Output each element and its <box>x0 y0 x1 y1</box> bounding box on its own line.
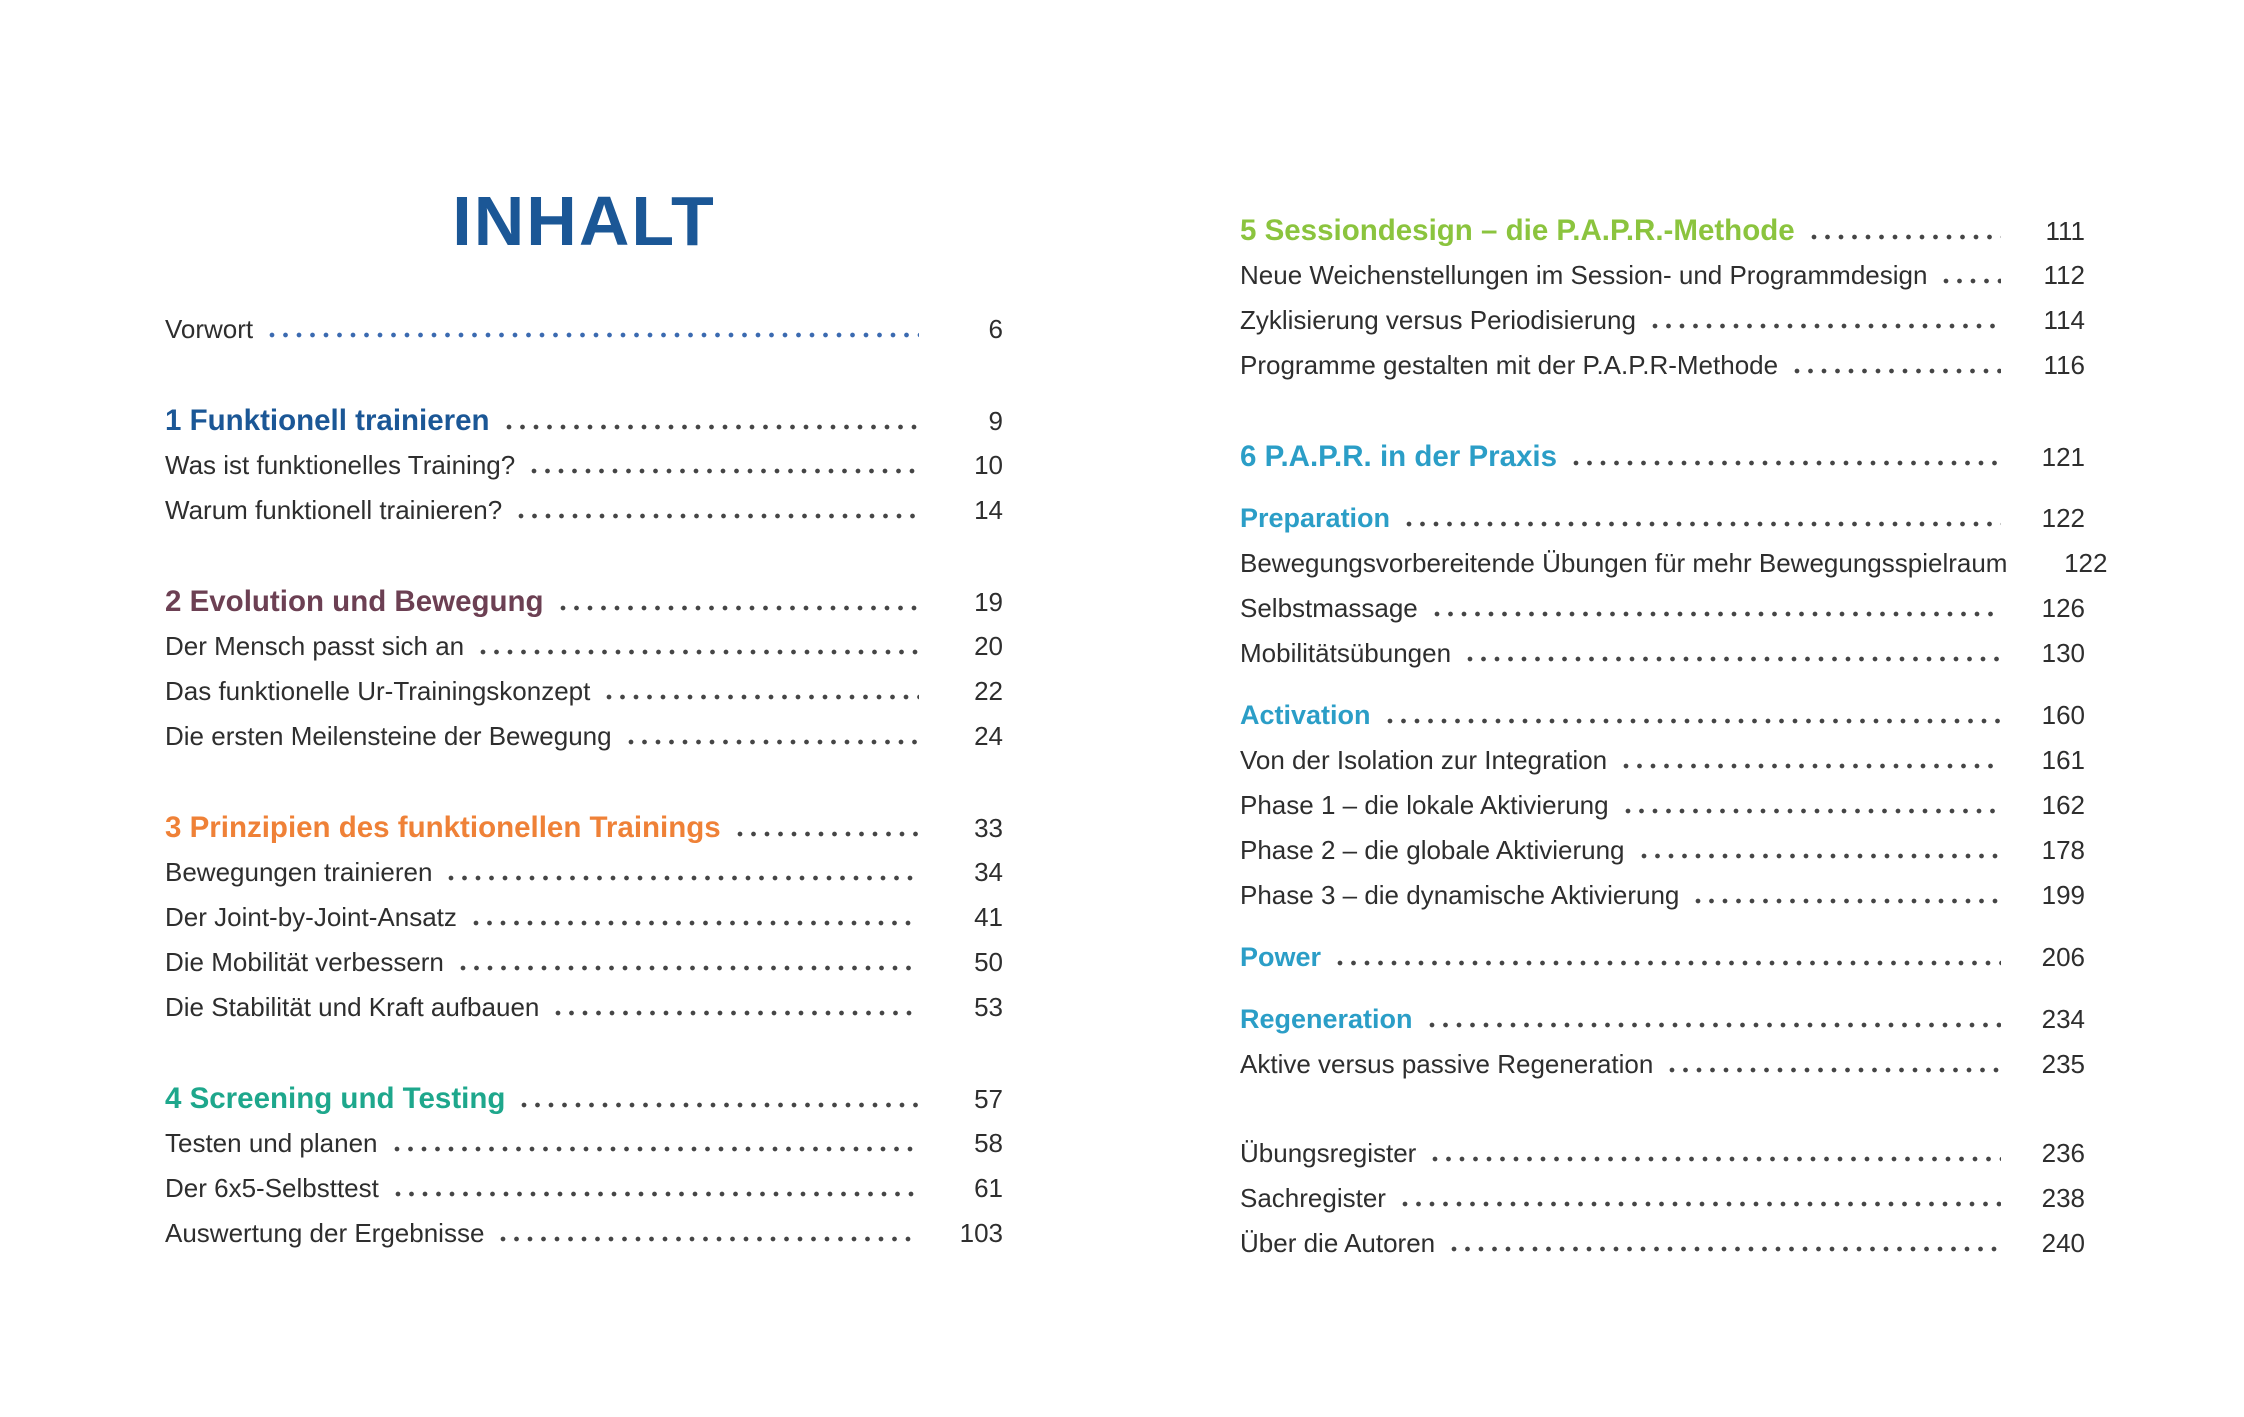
toc-entry <box>1240 586 2085 631</box>
toc-page-number: 58 <box>974 1128 1003 1158</box>
dot-leader <box>269 332 919 338</box>
toc-page-number: 206 <box>2041 942 2085 972</box>
toc-page-number: 57 <box>974 1084 1003 1114</box>
dot-leader <box>1623 763 2001 769</box>
toc-right-rows <box>1240 208 2108 1266</box>
subsection-heading-activation <box>1240 693 2085 738</box>
toc-page-number: 240 <box>2041 1228 2085 1258</box>
toc-page-number: 10 <box>974 450 1003 480</box>
section-heading-label: 3 Prinzipien des funktionellen Trainings <box>165 811 721 844</box>
toc-page-number: 33 <box>974 813 1003 843</box>
toc-entry-label: Warum funktionell trainieren? <box>165 495 503 525</box>
back-matter-entry <box>1240 1131 2085 1176</box>
subsection-heading-label: Regeneration <box>1240 1004 1413 1034</box>
toc-page-number: 160 <box>2041 700 2085 730</box>
toc-page-number: 41 <box>974 902 1003 932</box>
dot-leader <box>1625 808 2001 814</box>
dot-leader <box>555 1010 919 1016</box>
section-heading-label: 1 Funktionell trainieren <box>165 404 490 437</box>
section-heading-label: 5 Sessiondesign – die P.A.P.R.-Methode <box>1240 214 1795 247</box>
toc-entry <box>1240 783 2085 828</box>
toc-entry-label: Mobilitätsübungen <box>1240 638 1452 668</box>
toc-entry <box>165 985 1003 1030</box>
toc-page-number: 111 <box>2045 216 2085 246</box>
dot-leader <box>1811 234 2001 240</box>
toc-entry-vorwort <box>165 307 1003 352</box>
toc-page-number: 114 <box>2043 305 2085 335</box>
toc-entry-label: Sachregister <box>1240 1183 1386 1213</box>
dot-leader <box>560 605 919 611</box>
toc-entry <box>165 1121 1003 1166</box>
toc-entry-label: Von der Isolation zur Integration <box>1240 745 1608 775</box>
toc-left-rows <box>165 307 1003 1256</box>
toc-entry <box>1240 298 2085 343</box>
toc-page-number: 61 <box>974 1173 1003 1203</box>
dot-leader <box>1641 853 2002 859</box>
dot-leader <box>473 920 919 926</box>
toc-entry-label: Die ersten Meilensteine der Bewegung <box>165 721 612 751</box>
dot-leader <box>460 965 919 971</box>
section-heading-1 <box>165 398 1003 443</box>
dot-leader <box>1943 278 2001 284</box>
toc-page-number: 130 <box>2041 638 2085 668</box>
toc-entry-label: Phase 3 – die dynamische Aktivierung <box>1240 880 1680 910</box>
toc-page-number: 234 <box>2041 1004 2085 1034</box>
toc-page-number: 235 <box>2041 1049 2085 1079</box>
dot-leader <box>518 513 919 519</box>
toc-page-number: 238 <box>2041 1183 2085 1213</box>
toc-entry <box>1240 873 2085 918</box>
toc-entry-label: Das funktionelle Ur-Trainingskonzept <box>165 676 591 706</box>
toc-page-number: 178 <box>2041 835 2085 865</box>
toc-entry-label: Der 6x5-Selbsttest <box>165 1173 379 1203</box>
toc-entry <box>165 940 1003 985</box>
toc-entry <box>1240 828 2085 873</box>
toc-right-column <box>1240 0 2108 1266</box>
dot-leader <box>1429 1022 2001 1028</box>
toc-entry-label: Bewegungen trainieren <box>165 857 433 887</box>
toc-entry-label: Die Mobilität verbessern <box>165 947 444 977</box>
dot-leader <box>1794 368 2001 374</box>
section-heading-label: 4 Screening und Testing <box>165 1082 506 1115</box>
back-matter-entry <box>1240 1176 2085 1221</box>
toc-entry-label: Der Joint-by-Joint-Ansatz <box>165 902 457 932</box>
toc-entry <box>165 850 1003 895</box>
back-matter-entry <box>1240 1221 2085 1266</box>
toc-entry <box>165 669 1003 714</box>
toc-entry <box>165 1211 1003 1256</box>
section-heading-label: 6 P.A.P.R. in der Praxis <box>1240 440 1558 473</box>
toc-page-number: 14 <box>974 495 1003 525</box>
toc-entry-label: Was ist funktionelles Training? <box>165 450 516 480</box>
subsection-heading-preparation <box>1240 496 2085 541</box>
toc-page-number: 20 <box>974 631 1003 661</box>
toc-entry-label: Phase 1 – die lokale Aktivierung <box>1240 790 1609 820</box>
toc-page-number: 199 <box>2041 880 2085 910</box>
toc-page-number: 116 <box>2043 350 2085 380</box>
toc-page-number: 161 <box>2041 745 2085 775</box>
dot-leader <box>395 1191 919 1197</box>
dot-leader <box>448 875 919 881</box>
toc-entry <box>1240 343 2085 388</box>
toc-entry <box>165 1166 1003 1211</box>
toc-entry-label: Aktive versus passive Regeneration <box>1240 1049 1654 1079</box>
dot-leader <box>506 424 919 430</box>
toc-page-number: 121 <box>2041 442 2085 472</box>
toc-entry <box>1240 1042 2085 1087</box>
toc-page-number: 162 <box>2041 790 2085 820</box>
dot-leader <box>1695 898 2001 904</box>
toc-page-number: 19 <box>974 587 1003 617</box>
dot-leader <box>737 831 919 837</box>
toc-page-number: 24 <box>974 721 1003 751</box>
toc-entry-label: Neue Weichenstellungen im Session- und Programmdesign <box>1240 260 1928 290</box>
toc-page-number: 34 <box>974 857 1003 887</box>
dot-leader <box>531 468 919 474</box>
toc-entry-label: Die Stabilität und Kraft aufbauen <box>165 992 540 1022</box>
dot-leader <box>394 1146 919 1152</box>
dot-leader <box>1387 718 2001 724</box>
dot-leader <box>1451 1246 2001 1252</box>
toc-page-number: 122 <box>2041 503 2085 533</box>
toc-page-number: 103 <box>959 1218 1003 1248</box>
section-heading-2 <box>165 579 1003 624</box>
toc-page-number: 22 <box>974 676 1003 706</box>
dot-leader <box>500 1236 919 1242</box>
toc-entry-label: Der Mensch passt sich an <box>165 631 465 661</box>
toc-page-number: 122 <box>2064 548 2108 578</box>
toc-page-number: 112 <box>2043 260 2085 290</box>
dot-leader <box>1467 656 2001 662</box>
toc-entry <box>165 624 1003 669</box>
toc-entry-label: Phase 2 – die globale Aktivierung <box>1240 835 1625 865</box>
subsection-heading-regeneration <box>1240 997 2085 1042</box>
toc-entry <box>1240 738 2085 783</box>
toc-entry-label: Übungsregister <box>1240 1138 1417 1168</box>
dot-leader <box>1573 460 2001 466</box>
dot-leader <box>1434 611 2001 617</box>
toc-entry-label: Programme gestalten mit der P.A.P.R-Methode <box>1240 350 1779 380</box>
dot-leader <box>628 739 919 745</box>
toc-page-number: 53 <box>974 992 1003 1022</box>
section-heading-3 <box>165 805 1003 850</box>
toc-page-number: 6 <box>988 314 1003 344</box>
dot-leader <box>1669 1067 2001 1073</box>
toc-entry-label: Über die Autoren <box>1240 1228 1436 1258</box>
toc-entry-label: Selbstmassage <box>1240 593 1418 623</box>
subsection-heading-label: Power <box>1240 942 1322 972</box>
toc-entry <box>165 895 1003 940</box>
dot-leader <box>1402 1201 2001 1207</box>
dot-leader <box>606 694 919 700</box>
dot-leader <box>1652 323 2001 329</box>
toc-entry <box>165 443 1003 488</box>
toc-entry <box>1240 253 2085 298</box>
page-title: INHALT <box>452 182 716 260</box>
section-heading-5 <box>1240 208 2085 253</box>
subsection-heading-power <box>1240 935 2085 980</box>
toc-entry-label: Zyklisierung versus Periodisierung <box>1240 305 1636 335</box>
section-heading-4 <box>165 1076 1003 1121</box>
toc-page-number: 9 <box>988 406 1003 436</box>
toc-entry <box>165 714 1003 759</box>
toc-page-number: 126 <box>2041 593 2085 623</box>
subsection-heading-label: Activation <box>1240 700 1371 730</box>
section-heading-label: 2 Evolution und Bewegung <box>165 585 544 618</box>
toc-page-number: 50 <box>974 947 1003 977</box>
dot-leader <box>1406 521 2001 527</box>
toc-entry-label: Auswertung der Ergebnisse <box>165 1218 485 1248</box>
dot-leader <box>1337 960 2001 966</box>
toc-entry-label: Testen und planen <box>165 1128 378 1158</box>
subsection-heading-label: Preparation <box>1240 503 1391 533</box>
toc-entry <box>1240 631 2085 676</box>
section-heading-6 <box>1240 434 2085 479</box>
toc-entry-label: Bewegungsvorbereitende Übungen für mehr Bewegungsspielraum <box>1240 548 2008 578</box>
dot-leader <box>521 1102 919 1108</box>
dot-leader <box>480 649 919 655</box>
toc-entry <box>165 488 1003 533</box>
dot-leader <box>1432 1156 2001 1162</box>
toc-left-column <box>165 0 1003 1256</box>
toc-entry-label: Vorwort <box>165 314 254 344</box>
toc-page-number: 236 <box>2041 1138 2085 1168</box>
toc-entry <box>1240 541 2108 586</box>
